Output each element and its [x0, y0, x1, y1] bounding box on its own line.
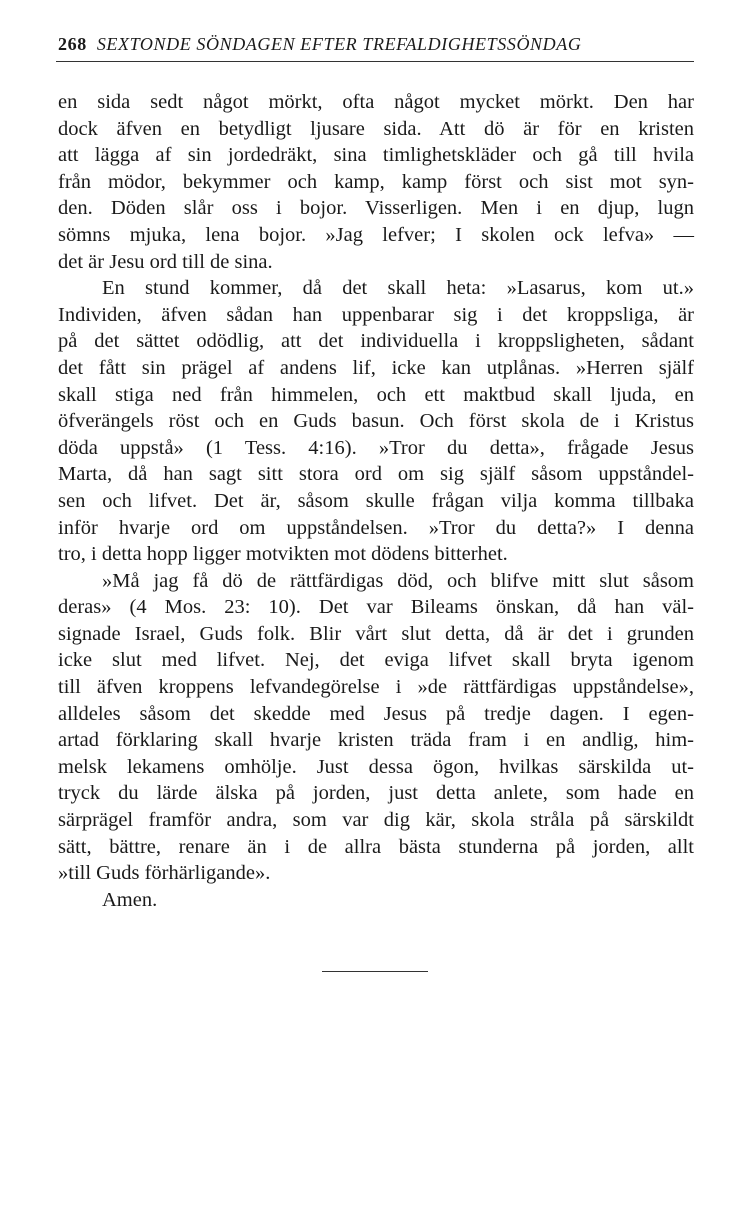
text-line: sömns mjuka, lena bojor. »Jag lefver; I skolen ock lefva» — [58, 223, 694, 246]
paragraph-3 [58, 568, 694, 887]
text-line: på det sättet odödlig, att det individuella i kroppsligheten, sådant [58, 330, 694, 353]
running-head [58, 34, 694, 55]
text-line: det fått sin prägel af andens lif, icke kan utplånas. »Herren själf [58, 356, 694, 379]
text-line: En stund kommer, då det skall heta: »Lasarus, kom ut.» [102, 277, 694, 300]
text-line: en sida sedt något mörkt, ofta något mycket mörkt. Den har [58, 91, 694, 113]
running-title: SEXTONDE SÖNDAGEN EFTER TREFALDIGHETSSÖNDAG [96, 34, 582, 54]
closing-word: Amen. [102, 888, 158, 911]
text-line: särprägel framför andra, som var dig kär, skola stråla på särskildt [58, 809, 694, 832]
page-number: 268 [58, 34, 87, 54]
text-line: det är Jesu ord till de sina. [58, 250, 273, 273]
end-rule [322, 971, 428, 972]
text-line: tro, i detta hopp ligger motvikten mot dödens bitterhet. [58, 543, 508, 566]
paragraph-2 [58, 275, 694, 568]
text-line: »till Guds förhärligande». [58, 862, 271, 885]
header-rule [56, 61, 694, 62]
text-line: att lägga af sin jordedräkt, sina timlighetskläder och gå till hvila [58, 144, 694, 167]
text-line: artad förklaring skall hvarje kristen träda fram i en andlig, him- [58, 729, 694, 752]
text-line: den. Döden slår oss i bojor. Visserligen. Men i en djup, lugn [58, 197, 694, 220]
paragraph-4 [58, 887, 694, 914]
text-line: döda uppstå» (1 Tess. 4:16). »Tror du detta», frågade Jesus [58, 436, 694, 459]
text-line: melsk lekamens omhölje. Just dessa ögon, hvilkas särskilda ut- [58, 755, 694, 778]
text-line: alldeles såsom det skedde med Jesus på tredje dagen. I egen- [58, 702, 694, 725]
text-line: Individen, äfven sådan han uppenbarar sig i det kroppsliga, är [58, 303, 694, 326]
text-line: sen och lifvet. Det är, såsom skulle frågan vilja komma tillbaka [58, 489, 694, 512]
text-line: signade Israel, Guds folk. Blir vårt slut detta, då är det i grunden [58, 622, 694, 645]
text-line: dock äfven en betydligt ljusare sida. Att dö är för en kristen [58, 117, 694, 140]
text-line: sätt, bättre, renare än i de allra bästa stunderna på jorden, allt [58, 835, 694, 858]
text-line: inför hvarje ord om uppståndelsen. »Tror du detta?» I denna [58, 516, 694, 539]
text-line: från mödor, bekymmer och kamp, kamp först och sist mot syn- [58, 170, 694, 193]
text-line: icke slut med lifvet. Nej, det eviga lifvet skall bryta igenom [58, 649, 694, 672]
text-line: »Må jag få dö de rättfärdigas död, och blifve mitt slut såsom [102, 569, 694, 592]
body-text [58, 89, 694, 913]
text-line: tryck du lärde älska på jorden, just detta anlete, som hade en [58, 782, 694, 805]
text-line: öfverängels röst och en Guds basun. Och först skola de i Kristus [58, 410, 694, 433]
text-line: deras» (4 Mos. 23: 10). Det var Bileams önskan, då han väl- [58, 596, 694, 619]
text-line: skall stiga ned från himmelen, och ett maktbud skall ljuda, en [58, 383, 694, 406]
text-line: till äfven kroppens lefvandegörelse i »de rättfärdigas uppståndelse», [58, 676, 694, 699]
paragraph-1 [58, 89, 694, 275]
text-line: Marta, då han sagt sitt stora ord om sig själf såsom uppståndel- [58, 463, 694, 486]
